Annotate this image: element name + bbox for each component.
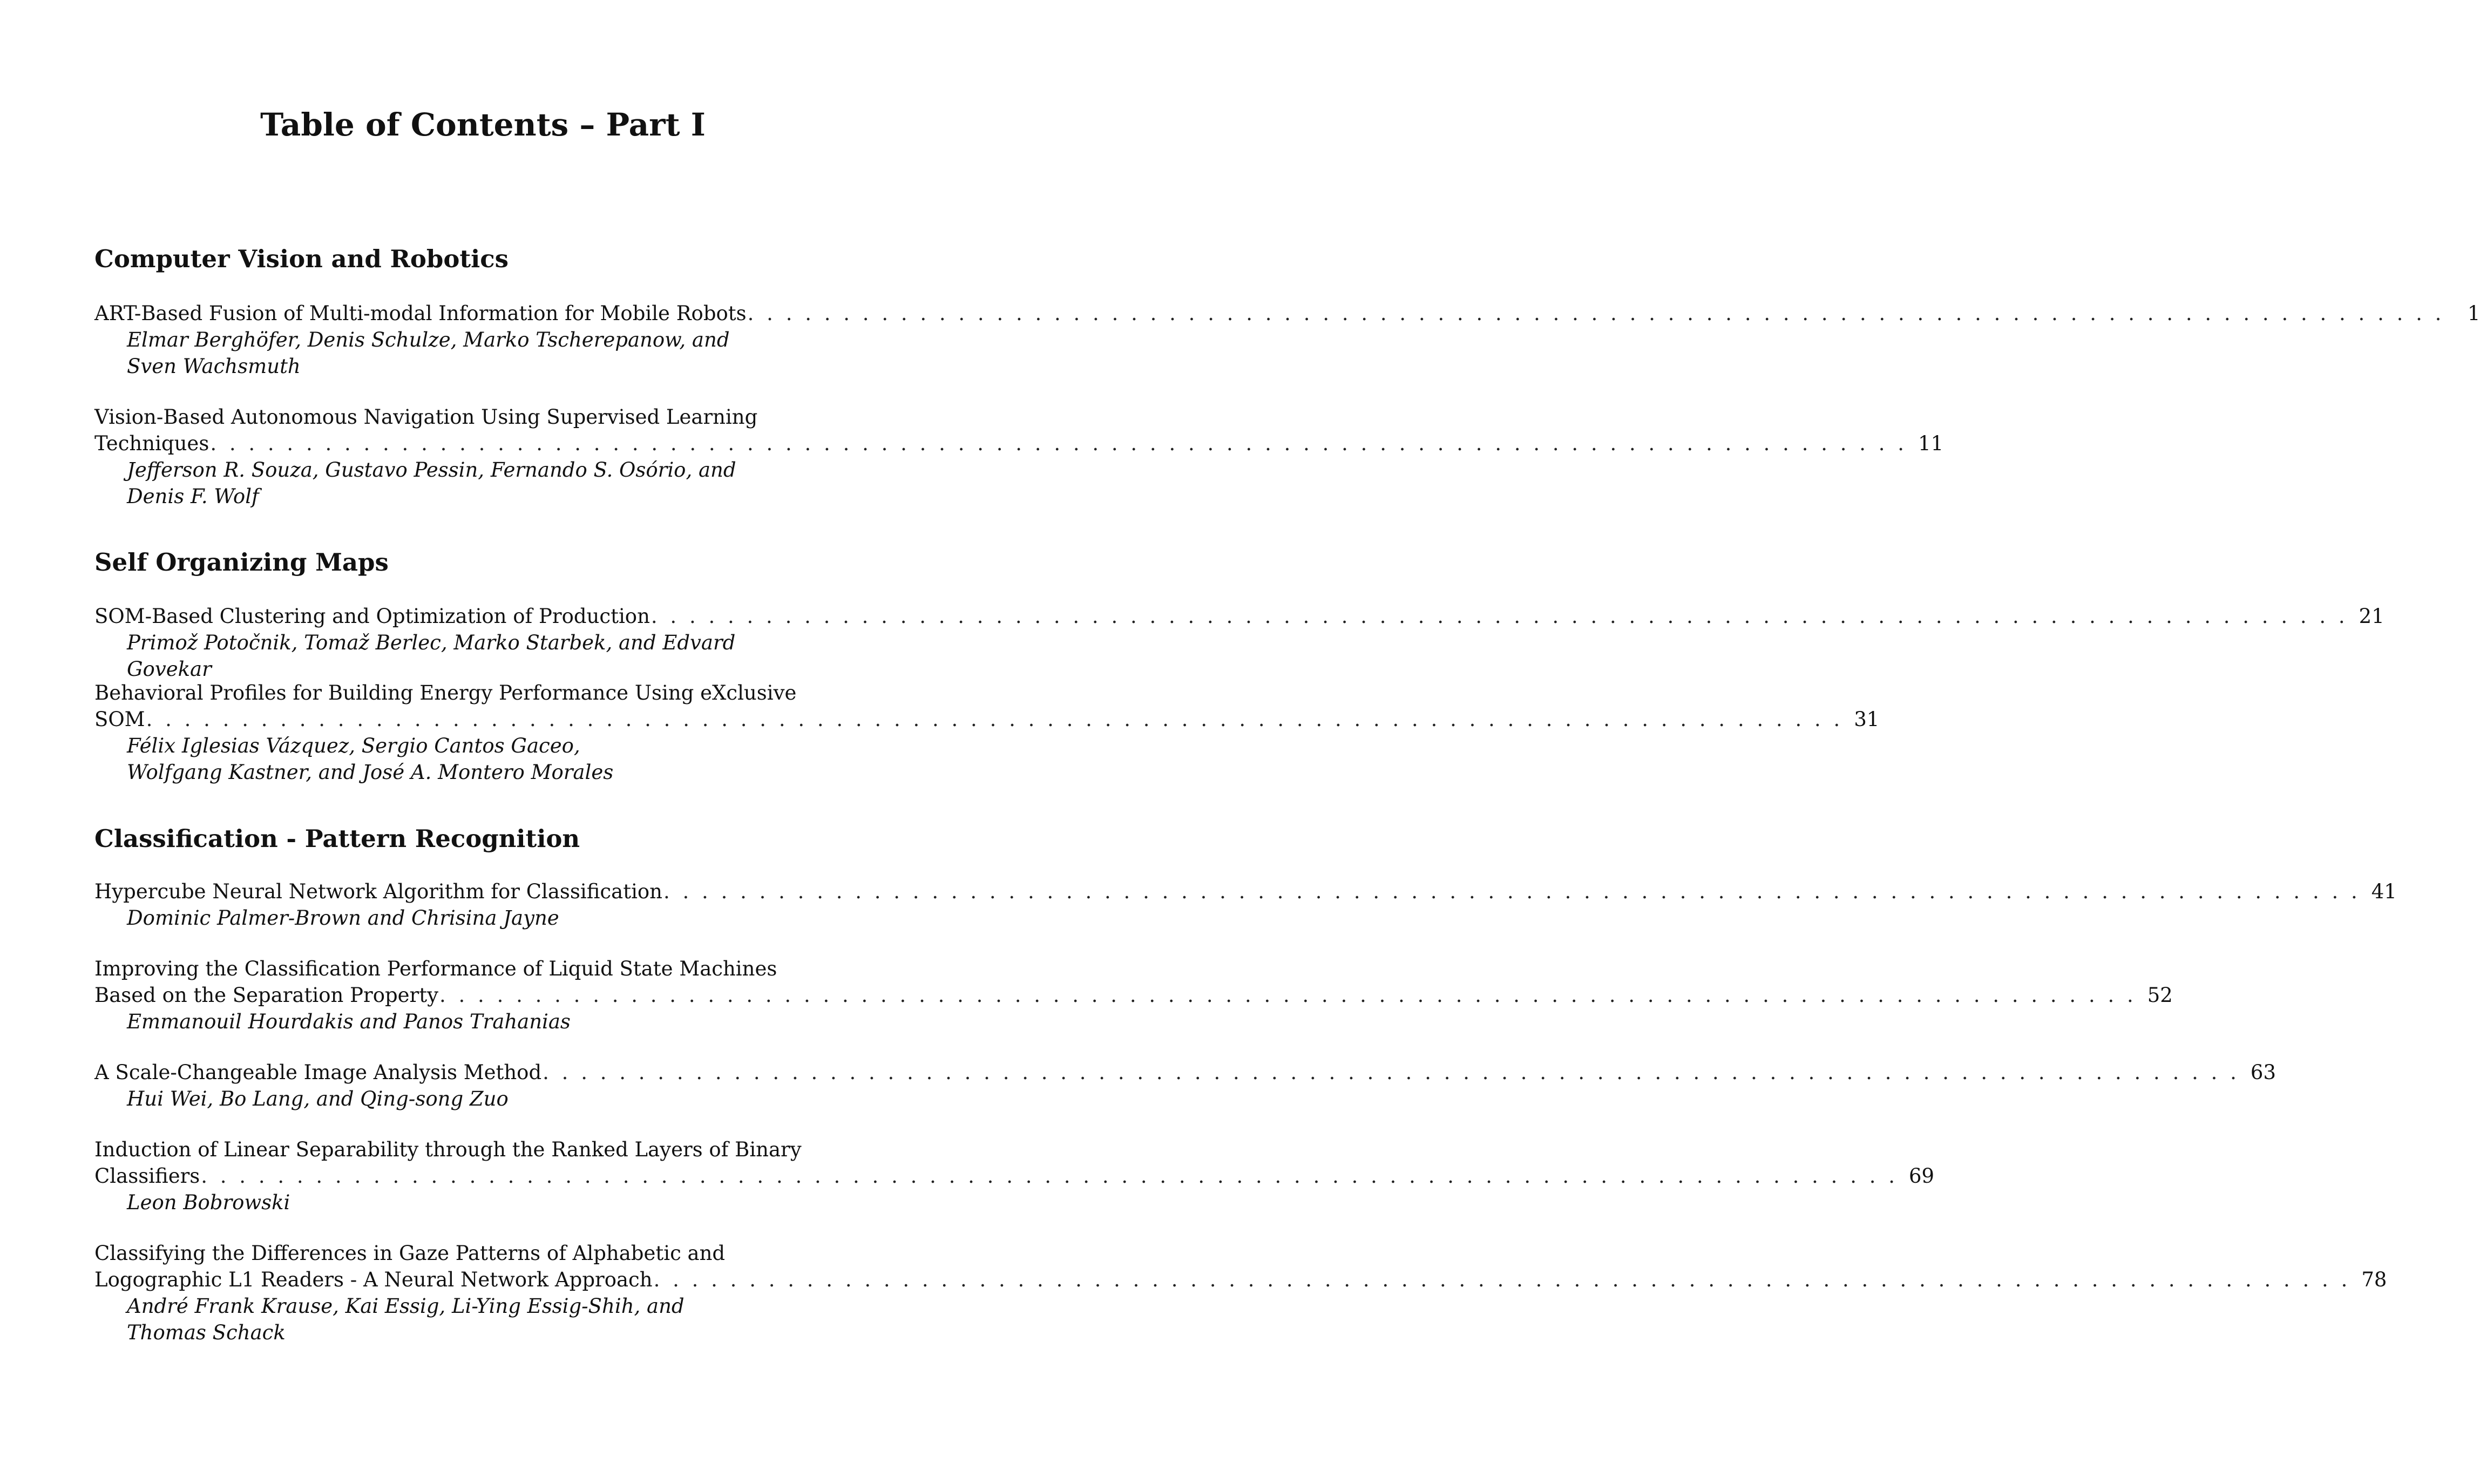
dot-leader: . . . . . . . . . . . . . . . . . . . . . . . . . . . . . . . . . . . . . . . . . . . . . . . . . . . . . . . . . . . . . . . . . . . . . . . . . . . . . . . . . . . . . . . . . [210,432,1908,455]
author-line: André Frank Krause, Kai Essig, Li-Ying Essig-Shih, and [127,1295,685,1318]
dot-leader: . . . . . . . . . . . . . . . . . . . . . . . . . . . . . . . . . . . . . . . . . . . . . . . . . . . . . . . . . . . . . . . . . . . . . . . . . . . . . . . . . . . . . . . . . [201,1164,1899,1188]
toc-entry[interactable] [94,1240,2387,1346]
page-number: 69 [1909,1164,1935,1188]
entry-title-line [94,1163,1935,1189]
page-number: 21 [2359,605,2384,628]
entry-title-line [94,878,2397,905]
author-line: Leon Bobrowski [127,1191,290,1214]
entry-title-line [94,956,871,982]
entry-authors [94,327,807,380]
author-line: Wolfgang Kastner, and José A. Montero Morales [127,761,614,784]
toc-entry[interactable] [94,404,1944,510]
entry-title-line [94,1059,2276,1086]
entry-authors [94,1189,807,1216]
section-heading-classification: Classification - Pattern Recognition [94,824,580,853]
entry-title: SOM [94,708,145,731]
entry-title: Techniques [94,432,209,455]
entry-title-line [94,300,2480,327]
entry-title-line [94,404,871,430]
entry-title: Vision-Based Autonomous Navigation Using Supervised Learning [94,405,758,429]
author-line: Thomas Schack [127,1321,286,1344]
entry-title: Based on the Separation Property [94,984,439,1007]
entry-title: Improving the Classification Performance of Liquid State Machines [94,957,777,980]
page-number: 31 [1854,708,1880,731]
author-line: Emmanouil Hourdakis and Panos Trahanias [127,1010,571,1033]
author-line: Jefferson R. Souza, Gustavo Pessin, Fernando S. Osório, and [127,458,736,482]
entry-title: Classifiers [94,1164,200,1188]
dot-leader: . . . . . . . . . . . . . . . . . . . . . . . . . . . . . . . . . . . . . . . . . . . . . . . . . . . . . . . . . . . . . . . . . . . . . . . . . . . . . . . . . . . . . . . . . [439,984,2137,1007]
entry-title-line [94,603,2384,629]
entry-title-line [94,1266,2387,1293]
dot-leader: . . . . . . . . . . . . . . . . . . . . . . . . . . . . . . . . . . . . . . . . . . . . . . . . . . . . . . . . . . . . . . . . . . . . . . . . . . . . . . . . . . . . . . . . . [651,605,2348,628]
toc-entry[interactable] [94,1059,2276,1112]
author-line: Denis F. Wolf [127,485,259,508]
entry-authors [94,1008,807,1035]
entry-title-line [94,1136,871,1163]
toc-entry[interactable] [94,878,2397,931]
entry-title: Induction of Linear Separability through the Ranked Layers of Binary [94,1138,802,1161]
page-title: Table of Contents – Part I [260,106,706,143]
entry-title-line [94,430,1944,457]
dot-leader: . . . . . . . . . . . . . . . . . . . . . . . . . . . . . . . . . . . . . . . . . . . . . . . . . . . . . . . . . . . . . . . . . . . . . . . . . . . . . . . . . . . . . . . . . [747,302,2445,325]
entry-title-line [94,680,871,706]
author-line: Hui Wei, Bo Lang, and Qing-song Zuo [127,1087,509,1110]
author-line: Elmar Berghöfer, Denis Schulze, Marko Tscherepanow, and [127,328,730,351]
toc-entry[interactable] [94,300,2480,380]
entry-title: SOM-Based Clustering and Optimization of Production [94,605,650,628]
entry-authors [94,629,807,682]
toc-entry[interactable] [94,603,2384,682]
toc-entry[interactable] [94,680,1880,785]
dot-leader: . . . . . . . . . . . . . . . . . . . . . . . . . . . . . . . . . . . . . . . . . . . . . . . . . . . . . . . . . . . . . . . . . . . . . . . . . . . . . . . . . . . . . . . . . [653,1268,2351,1291]
page-number: 63 [2250,1061,2276,1084]
dot-leader: . . . . . . . . . . . . . . . . . . . . . . . . . . . . . . . . . . . . . . . . . . . . . . . . . . . . . . . . . . . . . . . . . . . . . . . . . . . . . . . . . . . . . . . . . [663,880,2361,903]
page-number: 52 [2147,984,2173,1007]
entry-authors [94,733,807,785]
page-number: 78 [2361,1268,2387,1291]
entry-authors [94,1293,807,1346]
entry-title-line [94,1240,871,1266]
entry-title-line [94,982,2173,1008]
entry-title: Hypercube Neural Network Algorithm for Classification [94,880,663,903]
entry-authors [94,1086,807,1112]
author-line: Félix Iglesias Vázquez, Sergio Cantos Gaceo, [127,734,580,757]
entry-title: Behavioral Profiles for Building Energy Performance Using eXclusive [94,681,797,704]
entry-title-line [94,706,1880,733]
page-number: 1 [2467,302,2480,325]
entry-title: A Scale-Changeable Image Analysis Method [94,1061,542,1084]
page-number: 41 [2371,880,2397,903]
entry-title: ART-Based Fusion of Multi-modal Information for Mobile Robots [94,302,747,325]
entry-authors [94,457,807,510]
entry-title: Classifying the Differences in Gaze Patterns of Alphabetic and [94,1242,726,1265]
author-line: Dominic Palmer-Brown and Chrisina Jayne [127,906,559,930]
dot-leader: . . . . . . . . . . . . . . . . . . . . . . . . . . . . . . . . . . . . . . . . . . . . . . . . . . . . . . . . . . . . . . . . . . . . . . . . . . . . . . . . . . . . . . . . . [146,708,1844,731]
author-line: Sven Wachsmuth [127,355,301,378]
dot-leader: . . . . . . . . . . . . . . . . . . . . . . . . . . . . . . . . . . . . . . . . . . . . . . . . . . . . . . . . . . . . . . . . . . . . . . . . . . . . . . . . . . . . . . . . . [543,1061,2240,1084]
entry-authors [94,905,807,931]
toc-entry[interactable] [94,1136,1935,1216]
toc-entry[interactable] [94,956,2173,1035]
section-heading-self-organizing-maps: Self Organizing Maps [94,548,389,577]
entry-title: Logographic L1 Readers - A Neural Network Approach [94,1268,653,1291]
page-number: 11 [1918,432,1944,455]
author-line: Primož Potočnik, Tomaž Berlec, Marko Starbek, and Edvard Govekar [127,631,736,681]
section-heading-computer-vision: Computer Vision and Robotics [94,245,509,273]
